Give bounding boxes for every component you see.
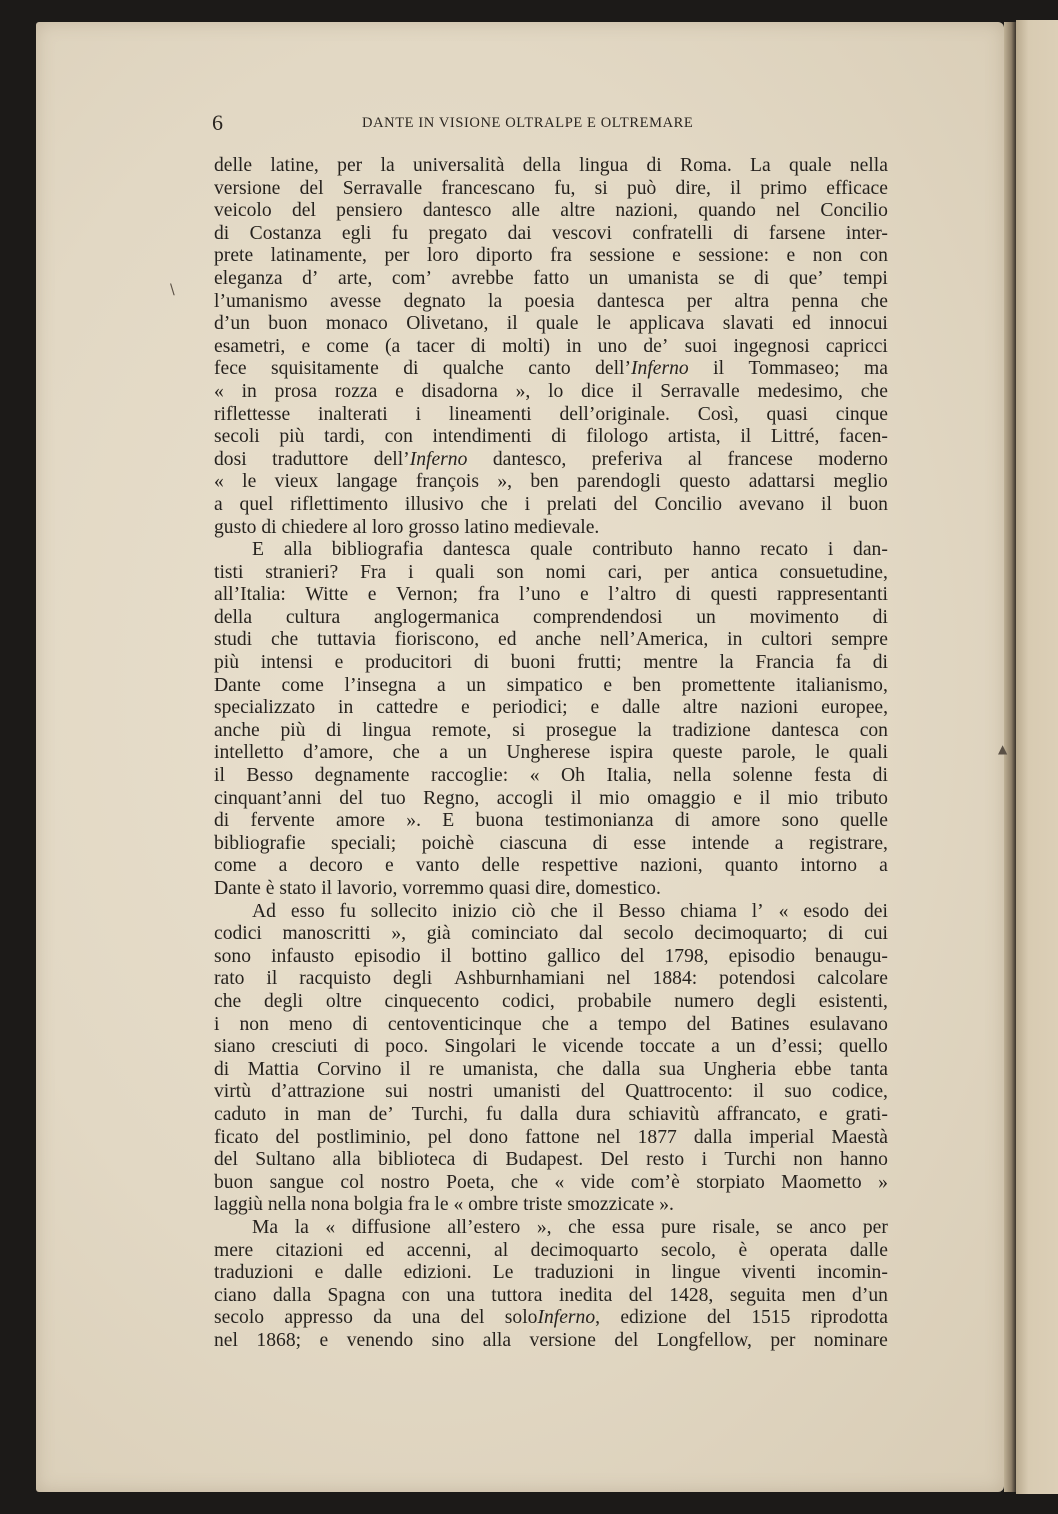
page-number: 6 <box>212 110 223 135</box>
text-line: mere citazioni ed accenni, al decimoquarto secolo, è operata dalle <box>214 1239 888 1261</box>
text-line: d’un buon monaco Olivetano, il quale le applicava slavati ed innocui <box>214 313 888 335</box>
body-text <box>214 155 888 1352</box>
text-line: fece squisitamente di qualche canto dell’Inferno il Tommaseo; ma <box>214 358 888 380</box>
text-line: dosi traduttore dell’Inferno dantesco, preferiva al francese moderno <box>214 448 888 470</box>
text-line: siano cresciuti di poco. Singolari le vicende toccate a un d’essi; quello <box>214 1036 888 1058</box>
text-line: secolo appresso da una del soloInferno, edizione del 1515 riprodotta <box>214 1307 888 1329</box>
text-line: come a decoro e vanto delle respettive nazioni, quanto intorno a <box>214 855 888 877</box>
text-line: più intensi e producitori di buoni frutti; mentre la Francia fa di <box>214 652 888 674</box>
text-line: il Besso degnamente raccoglie: « Oh Italia, nella solenne festa di <box>214 765 888 787</box>
text-line: veicolo del pensiero dantesco alle altre nazioni, quando nel Concilio <box>214 200 888 222</box>
text-line: laggiù nella nona bolgia fra le « ombre triste smozzicate ». <box>214 1194 674 1216</box>
text-line: della cultura anglogermanica comprendendosi un movimento di <box>214 606 888 628</box>
text-line: codici manoscritti », già cominciato dal secolo decimoquarto; di cui <box>214 923 888 945</box>
text-line: all’Italia: Witte e Vernon; fra l’uno e l’altro di questi rappresentanti <box>214 584 888 606</box>
text-line: secoli più tardi, con intendimenti di filologo artista, il Littré, facen- <box>214 426 888 448</box>
page-header <box>212 110 888 138</box>
margin-pencil-mark: ▲ <box>998 742 1008 756</box>
running-title: DANTE IN VISIONE OLTRALPE E OLTREMARE <box>362 115 694 131</box>
text-line: delle latine, per la universalità della lingua di Roma. La quale nella <box>214 155 888 176</box>
text-line: intelletto d’amore, che a un Ungherese ispira queste parole, le quali <box>214 742 888 764</box>
text-line: Ad esso fu sollecito inizio ciò che il Besso chiama l’ « esodo dei <box>252 900 888 922</box>
text-line: anche più di lingua remote, si prosegue la tradizione dantesca con <box>214 719 888 741</box>
text-line: Ma la « diffusione all’estero », che essa pure risale, se anco per <box>252 1216 888 1238</box>
text-line: « le vieux langage françois », ben parendogli questo adattarsi meglio <box>214 471 888 493</box>
text-line: « in prosa rozza e disadorna », lo dice il Serravalle medesimo, che <box>214 380 888 402</box>
text-line: a quel riflettimento illusivo che i prelati del Concilio avevano il buon <box>214 493 888 515</box>
text-line: del Sultano alla biblioteca di Budapest. Del resto i Turchi non hanno <box>214 1149 888 1171</box>
text-line: gusto di chiedere al loro grosso latino medievale. <box>214 516 600 538</box>
text-line: tisti stranieri? Fra i quali son nomi cari, per antica consuetudine, <box>214 561 888 583</box>
text-line: cinquant’anni del tuo Regno, accogli il mio omaggio e il mio tributo <box>214 787 888 809</box>
text-line: di Costanza egli fu pregato dai vescovi confratelli di farsene inter- <box>214 222 888 244</box>
text-line: traduzioni e dalle edizioni. Le traduzioni in lingue viventi incomin- <box>214 1262 888 1284</box>
text-line: ciano dalla Spagna con una tuttora inedita del 1428, seguita men d’un <box>214 1284 888 1306</box>
text-line: versione del Serravalle francescano fu, si può dire, il primo efficace <box>214 177 888 199</box>
margin-pencil-mark: \ <box>170 282 175 298</box>
facing-page-edge <box>1016 20 1058 1494</box>
text-line: nel 1868; e venendo sino alla versione del Longfellow, per nominare <box>214 1329 888 1351</box>
text-line: di Mattia Corvino il re umanista, che dalla sua Ungheria ebbe tanta <box>214 1058 888 1080</box>
text-line: sono infausto episodio il bottino gallico del 1798, episodio benaugu- <box>214 945 888 967</box>
text-line: eleganza d’ arte, com’ avrebbe fatto un umanista se di que’ tempi <box>214 267 888 289</box>
text-line: esametri, e come (a tacer di molti) in uno de’ suoi ingegnosi capricci <box>214 335 888 357</box>
text-line: i non meno di centoventicinque che a tempo del Batines esulavano <box>214 1013 888 1035</box>
text-line: prete latinamente, per loro diporto fra sessione e sessione: e non con <box>214 245 888 267</box>
text-line: riflettesse inalterati i lineamenti dell’originale. Così, quasi cinque <box>214 403 888 425</box>
book-gutter <box>1004 22 1016 1492</box>
text-line: Dante come l’insegna a un simpatico e ben promettente italianismo, <box>214 674 888 696</box>
text-line: studi che tuttavia fioriscono, ed anche nell’America, in cultori sempre <box>214 629 888 651</box>
text-line: l’umanismo avesse degnato la poesia dantesca per altra penna che <box>214 290 888 312</box>
text-line: Dante è stato il lavorio, vorremmo quasi dire, domestico. <box>214 878 661 899</box>
text-line: E alla bibliografia dantesca quale contributo hanno recato i dan- <box>252 539 888 561</box>
text-line: rato il racquisto degli Ashburnhamiani nel 1884: potendosi calcolare <box>214 968 888 990</box>
text-line: ficato del postliminio, pel dono fattone nel 1877 dalla imperial Maestà <box>214 1126 888 1148</box>
text-line: buon sangue col nostro Poeta, che « vide com’è storpiato Maometto » <box>214 1171 888 1193</box>
text-line: virtù d’attrazione sui nostri umanisti del Quattrocento: il suo codice, <box>214 1081 888 1103</box>
text-line: di fervente amore ». E buona testimonianza di amore sono quelle <box>214 810 888 832</box>
text-line: specializzato in cattedre e periodici; e dalle altre nazioni europee, <box>214 697 888 719</box>
text-line: caduto in man de’ Turchi, fu dalla dura schiavitù affrancato, e grati- <box>214 1103 888 1125</box>
text-line: che degli oltre cinquecento codici, probabile numero degli esistenti, <box>214 990 888 1012</box>
text-line: bibliografie speciali; poichè ciascuna di esse intende a registrare, <box>214 832 888 854</box>
